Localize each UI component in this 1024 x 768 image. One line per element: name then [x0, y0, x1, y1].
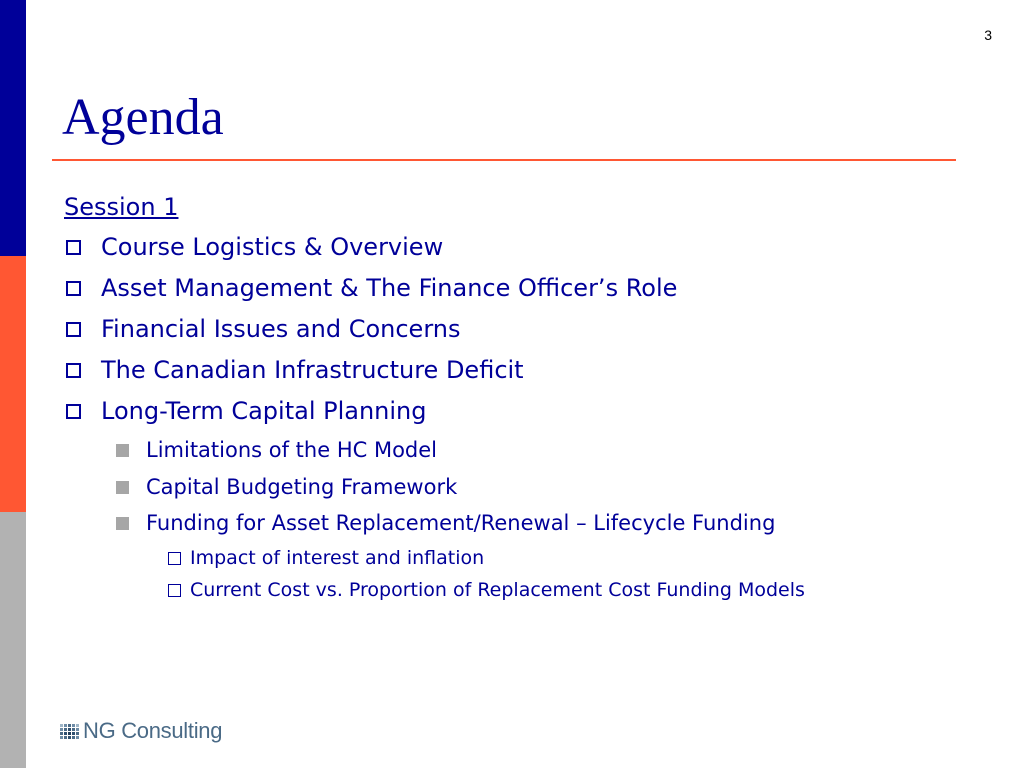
- filled-square-bullet-icon: [116, 517, 129, 530]
- list-item: [66, 354, 524, 386]
- sub-list-item-text: Limitations of the HC Model: [146, 438, 438, 462]
- dot-grid-logo-icon: [60, 724, 79, 739]
- list-item: [66, 313, 460, 345]
- sub-sub-list-item-text: Impact of interest and inflation: [190, 547, 485, 569]
- hollow-square-bullet-icon: [66, 404, 81, 419]
- sub-list-item: [116, 508, 775, 538]
- sub-sub-list-item: [168, 577, 805, 603]
- company-logo: [60, 718, 222, 744]
- hollow-square-bullet-icon: [66, 363, 81, 378]
- page-number: 3: [984, 27, 992, 43]
- filled-square-bullet-icon: [116, 481, 129, 494]
- list-item: [66, 395, 427, 427]
- hollow-square-bullet-icon: [66, 281, 81, 296]
- session-heading: Session 1: [64, 193, 179, 221]
- list-item-text: The Canadian Infrastructure Deficit: [101, 356, 524, 384]
- sub-list-item-text: Capital Budgeting Framework: [146, 475, 458, 499]
- sub-list-item-text: Funding for Asset Replacement/Renewal – Lifecycle Funding: [146, 511, 776, 535]
- hollow-square-bullet-icon: [66, 240, 81, 255]
- list-item-text: Financial Issues and Concerns: [101, 315, 461, 343]
- list-item-text: Course Logistics & Overview: [101, 233, 444, 261]
- hollow-square-bullet-icon: [66, 322, 81, 337]
- hollow-square-bullet-icon: [168, 552, 181, 565]
- sub-sub-list-item: [168, 545, 484, 571]
- list-item-text: Long-Term Capital Planning: [101, 397, 427, 425]
- filled-square-bullet-icon: [116, 444, 129, 457]
- sub-list-item: [116, 472, 457, 502]
- slide-title: Agenda: [62, 89, 224, 146]
- list-item: [66, 231, 443, 263]
- list-item-text: Asset Management & The Finance Officer’s Role: [101, 274, 678, 302]
- sub-sub-list-item-text: Current Cost vs. Proportion of Replacement Cost Funding Models: [190, 579, 805, 601]
- list-item: [66, 272, 677, 304]
- sub-list-item: [116, 435, 437, 465]
- logo-text: NG Consulting: [83, 718, 223, 743]
- hollow-square-bullet-icon: [168, 584, 181, 597]
